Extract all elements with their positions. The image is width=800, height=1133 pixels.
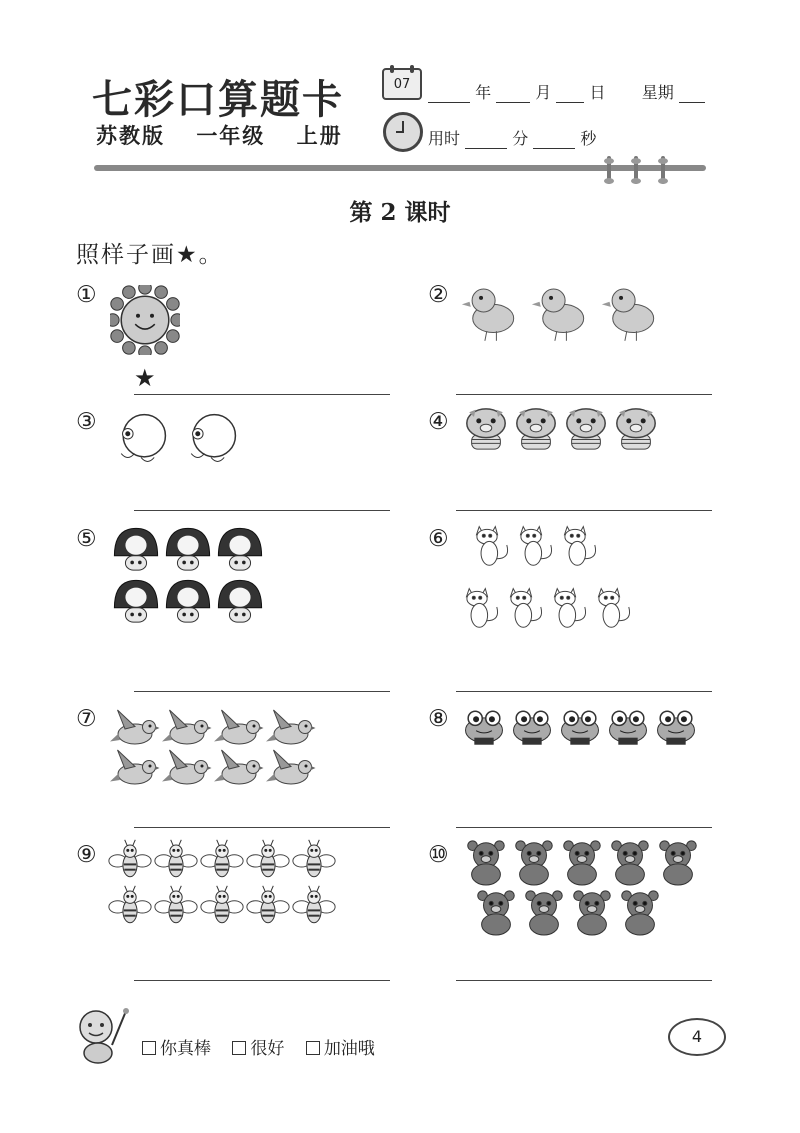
mushroom-icon — [112, 578, 160, 626]
pig-icon — [562, 405, 610, 453]
time-prefix: 用时 — [428, 129, 461, 148]
question-number: ⑥ — [428, 526, 449, 552]
checkbox-keep-going[interactable] — [306, 1034, 375, 1059]
frog-icon — [558, 706, 602, 750]
sparrow-icon — [266, 744, 316, 794]
mushroom-icon — [216, 526, 264, 574]
sun-icon — [110, 285, 180, 355]
bee-icon — [154, 884, 198, 928]
month-blank[interactable] — [496, 88, 530, 103]
mushroom-icon — [112, 526, 160, 574]
pig-icon — [512, 405, 560, 453]
page-number: 4 — [668, 1018, 726, 1056]
clock-icon — [383, 112, 423, 152]
question-number: ⑧ — [428, 706, 449, 732]
frog-icon — [654, 706, 698, 750]
calendar-icon — [382, 68, 422, 100]
lesson-title: 第 2 课时 — [349, 199, 451, 226]
answer-line[interactable] — [456, 980, 712, 981]
calendar-number: 07 — [393, 77, 411, 92]
chick-icon — [528, 280, 592, 344]
answer-line[interactable] — [134, 980, 390, 981]
edition-publisher: 苏教版 — [96, 124, 165, 148]
answer-line[interactable] — [134, 394, 390, 395]
weekday-blank[interactable] — [679, 88, 705, 103]
question-number: ⑩ — [428, 842, 449, 868]
question-number: ④ — [428, 409, 449, 435]
cat-icon — [470, 522, 516, 568]
sparrow-icon — [214, 744, 264, 794]
checkbox-good[interactable] — [232, 1034, 284, 1059]
time-line — [428, 126, 596, 149]
checkbox-label: 你真棒 — [160, 1039, 211, 1059]
bear-icon — [520, 888, 568, 936]
divider-pin — [661, 156, 665, 184]
minutes-blank[interactable] — [465, 134, 507, 149]
bear-icon — [558, 838, 606, 886]
question-number: ① — [76, 282, 97, 308]
bear-icon — [472, 888, 520, 936]
frog-icon — [510, 706, 554, 750]
answer-line[interactable] — [456, 827, 712, 828]
answer-line[interactable] — [456, 691, 712, 692]
mascot-icon — [70, 1005, 132, 1065]
cat-icon — [548, 584, 594, 630]
cat-icon — [504, 584, 550, 630]
question-number: ③ — [76, 409, 97, 435]
bird-cartoon-icon — [108, 406, 174, 472]
cat-icon — [514, 522, 560, 568]
mushroom-icon — [216, 578, 264, 626]
bird-cartoon-icon — [178, 406, 244, 472]
weekday-label: 星期 — [641, 83, 674, 102]
mushroom-icon — [164, 526, 212, 574]
question-number: ② — [428, 282, 449, 308]
example-star: ★ — [134, 364, 156, 392]
year-label: 年 — [475, 83, 492, 102]
bee-icon — [292, 838, 336, 882]
question-number: ⑦ — [76, 706, 97, 732]
sparrow-icon — [162, 744, 212, 794]
chick-icon — [598, 280, 662, 344]
bee-icon — [246, 838, 290, 882]
bear-icon — [568, 888, 616, 936]
checkbox-great[interactable] — [142, 1034, 211, 1059]
bee-icon — [292, 884, 336, 928]
sparrow-icon — [110, 744, 160, 794]
minutes-label: 分 — [512, 129, 529, 148]
day-blank[interactable] — [556, 88, 584, 103]
bee-icon — [246, 884, 290, 928]
mushroom-icon — [164, 578, 212, 626]
checkbox-label: 加油哦 — [323, 1039, 375, 1059]
bee-icon — [200, 884, 244, 928]
question-number: ⑨ — [76, 842, 97, 868]
bear-icon — [654, 838, 702, 886]
divider-pin — [607, 156, 611, 184]
bear-icon — [462, 838, 510, 886]
chick-icon — [458, 280, 522, 344]
pig-icon — [612, 405, 660, 453]
cat-icon — [592, 584, 638, 630]
cat-icon — [460, 584, 506, 630]
pig-icon — [462, 405, 510, 453]
frog-icon — [462, 706, 506, 750]
year-blank[interactable] — [428, 88, 470, 103]
rating-checkboxes — [142, 1034, 391, 1059]
brand-title: 七彩口算题卡 — [92, 76, 344, 123]
question-number: ⑤ — [76, 526, 97, 552]
bear-icon — [606, 838, 654, 886]
bee-icon — [200, 838, 244, 882]
bee-icon — [108, 884, 152, 928]
answer-line[interactable] — [456, 510, 712, 511]
bear-icon — [616, 888, 664, 936]
edition-info — [96, 120, 365, 150]
bee-icon — [108, 838, 152, 882]
date-line — [428, 80, 705, 103]
bee-icon — [154, 838, 198, 882]
edition-grade: 一年级 — [196, 124, 266, 148]
instruction: 照样子画★。 — [76, 242, 224, 268]
answer-line[interactable] — [456, 394, 712, 395]
seconds-label: 秒 — [580, 129, 597, 148]
header-divider — [94, 165, 706, 171]
divider-pin — [634, 156, 638, 184]
edition-volume: 上册 — [296, 124, 343, 148]
frog-icon — [606, 706, 650, 750]
answer-line[interactable] — [134, 691, 390, 692]
answer-line[interactable] — [134, 827, 390, 828]
day-label: 日 — [589, 83, 606, 102]
cat-icon — [558, 522, 604, 568]
answer-line[interactable] — [134, 510, 390, 511]
bear-icon — [510, 838, 558, 886]
seconds-blank[interactable] — [533, 134, 575, 149]
checkbox-label: 很好 — [250, 1039, 285, 1059]
month-label: 月 — [535, 83, 552, 102]
